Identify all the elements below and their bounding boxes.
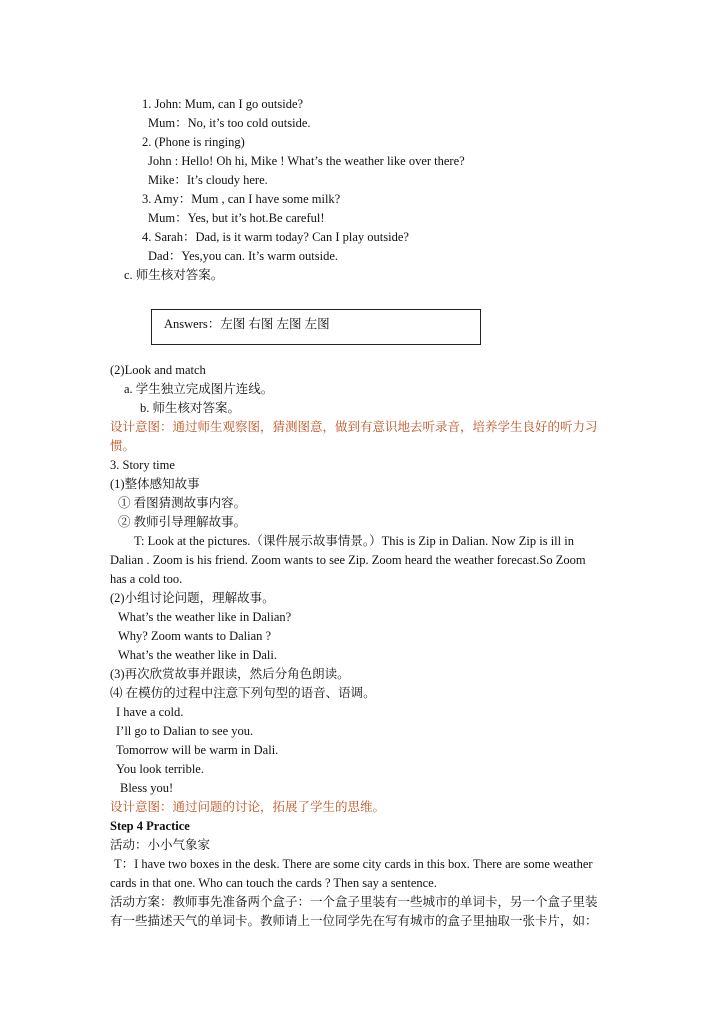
section-heading: 3. Story time — [110, 458, 175, 472]
dialog-line: Mike：It’s cloudy here. — [148, 173, 268, 187]
answers-box — [151, 309, 481, 345]
step-line: (3)再次欣赏故事并跟读，然后分角色朗读。 — [110, 667, 350, 681]
activity-title: 活动：小小气象家 — [110, 838, 211, 852]
paragraph-line: has a cold too. — [110, 572, 183, 586]
design-intent: 惯。 — [110, 439, 136, 453]
paragraph-line: 活动方案：教师事先准备两个盒子：一个盒子里装有一些城市的单词卡，另一个盒子里装 — [110, 895, 598, 909]
step-line: (1)整体感知故事 — [110, 477, 200, 491]
dialog-line: 4. Sarah：Dad, is it warm today? Can I play outside? — [142, 230, 409, 244]
paragraph-line: Dalian . Zoom is his friend. Zoom wants to see Zip. Zoom heard the weather forecast.So Zoom — [110, 553, 586, 567]
question-line: Why? Zoom wants to Dalian ? — [118, 629, 272, 643]
design-intent: 设计意图：通过问题的讨论，拓展了学生的思维。 — [110, 800, 386, 814]
question-line: What’s the weather like in Dalian? — [118, 610, 292, 624]
check-answers-line: c. 师生核对答案。 — [124, 268, 224, 282]
dialog-line: John : Hello! Oh hi, Mike ! What’s the weather like over there? — [148, 154, 465, 168]
example-sentence: I’ll go to Dalian to see you. — [116, 724, 254, 738]
paragraph-line: T：I have two boxes in the desk. There are some city cards in this box. There are some weather — [114, 857, 593, 871]
step-line: (2)小组讨论问题，理解故事。 — [110, 591, 275, 605]
example-sentence: Bless you! — [120, 781, 174, 795]
step-line: a. 学生独立完成图片连线。 — [124, 382, 274, 396]
paragraph-line: T: Look at the pictures.（课件展示故事情景。）This is Zip in Dalian. Now Zip is ill in — [134, 534, 574, 548]
section-heading: Step 4 Practice — [110, 819, 190, 833]
section-heading: (2)Look and match — [110, 363, 206, 377]
step-line: ⑷ 在模仿的过程中注意下列句型的语音、语调。 — [110, 686, 376, 700]
answers-text: Answers：左图 右图 左图 左图 — [164, 317, 330, 331]
example-sentence: Tomorrow will be warm in Dali. — [116, 743, 279, 757]
question-line: What’s the weather like in Dali. — [118, 648, 277, 662]
dialog-line: Dad：Yes,you can. It’s warm outside. — [148, 249, 339, 263]
example-sentence: I have a cold. — [116, 705, 184, 719]
step-line: ② 教师引导理解故事。 — [118, 515, 247, 529]
dialog-line: 1. John: Mum, can I go outside? — [142, 97, 304, 111]
paragraph-line: cards in that one. Who can touch the cards ? Then say a sentence. — [110, 876, 437, 890]
step-line: b. 师生核对答案。 — [140, 401, 241, 415]
dialog-line: Mum：Yes, but it’s hot.Be careful! — [148, 211, 325, 225]
example-sentence: You look terrible. — [116, 762, 204, 776]
step-line: ① 看图猜测故事内容。 — [118, 496, 247, 510]
dialog-line: 2. (Phone is ringing) — [142, 135, 245, 149]
dialog-line: Mum：No, it’s too cold outside. — [148, 116, 311, 130]
paragraph-line: 有一些描述天气的单词卡。教师请上一位同学先在写有城市的盒子里抽取一张卡片，如： — [110, 914, 598, 928]
dialog-line: 3. Amy：Mum , can I have some milk? — [142, 192, 341, 206]
design-intent: 设计意图：通过师生观察图，猜测图意，做到有意识地去听录音，培养学生良好的听力习 — [110, 420, 598, 434]
